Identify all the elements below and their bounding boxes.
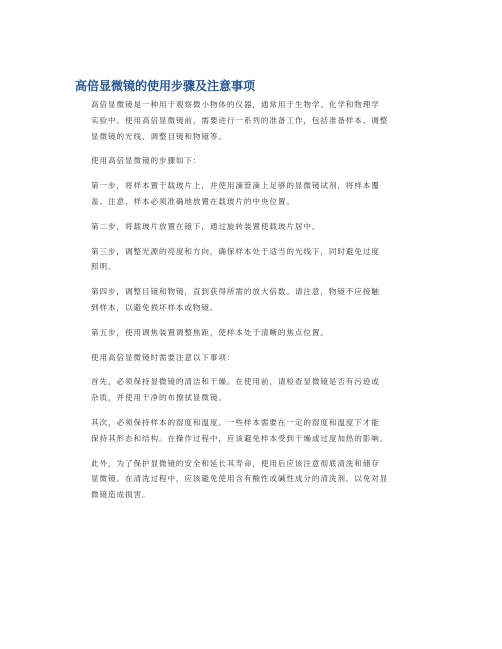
paragraph-line: 盖。注意，样本必须准确地放置在载玻片的中央位置。: [91, 196, 295, 206]
paragraph-line: 使用高倍显微镜时需要注意以下事项：: [91, 352, 236, 362]
paragraph: [75, 284, 442, 316]
paragraph: [75, 415, 442, 447]
paragraph-line: 首先，必须保持显微镜的清洁和干燥。在使用前，请检查显微镜是否有污迹或: [91, 377, 380, 387]
paragraph-line: 第四步，调整目镜和物镜，直到获得所需的放大倍数。请注意，物镜不应接触: [91, 287, 380, 297]
paragraph-line: 保持其形态和结构。在操作过程中，应该避免样本受到干燥或过度加热的影响。: [91, 433, 389, 443]
paragraph: [75, 153, 442, 169]
paragraph: [75, 350, 442, 366]
document-body: [75, 97, 442, 503]
paragraph-line: 照明。: [91, 262, 117, 272]
paragraph-line: 显微镜。在清洗过程中，应该避免使用含有酸性或碱性成分的清洗剂，以免对显: [91, 474, 389, 484]
paragraph-line: 微镜造成损害。: [91, 490, 151, 500]
paragraph: [75, 325, 442, 341]
paragraph-line: 第一步，将样本置于载玻片上，并使用滴管滴上足够的显微镜试剂，将样本覆: [91, 181, 380, 191]
paragraph-line: 显微镜的光线、调整目镜和物镜等。: [91, 131, 227, 141]
paragraph-line: 高倍显微镜是一种用于观察微小物体的仪器，通常用于生物学、化学和物理学: [91, 100, 380, 109]
paragraph-line: 第三步，调整光源的亮度和方向，确保样本处于适当的光线下，同时避免过度: [91, 246, 380, 256]
paragraph-line: 其次，必须保持样本的湿度和温度。一些样本需要在一定的湿度和温度下才能: [91, 417, 380, 427]
paragraph-line: 使用高倍显微镜的步骤如下：: [91, 156, 202, 166]
paragraph: [75, 374, 442, 406]
paragraph-line: 第五步，使用调焦装置调整焦距，使样本处于清晰的焦点位置。: [91, 327, 329, 337]
paragraph-line: 杂质，并使用干净的布擦拭显微镜。: [91, 393, 227, 403]
paragraph-line: 实验中。使用高倍显微镜前，需要进行一系列的准备工作，包括准备样本、调整: [91, 115, 389, 125]
paragraph-line: 此外，为了保护显微镜的安全和延长其寿命，使用后应该注意彻底清洗和储存: [91, 458, 380, 468]
paragraph: [75, 97, 442, 144]
paragraph-line: 到样本，以避免损坏样本或物镜。: [91, 302, 219, 312]
paragraph: [75, 244, 442, 276]
document-title: 高倍显微镜的使用步骤及注意事项: [75, 79, 256, 93]
paragraph-line: 第二步，将载玻片放置在镜下，通过旋转装置使载玻片居中。: [91, 221, 321, 231]
paragraph: [75, 456, 442, 503]
paragraph: [75, 219, 442, 235]
paragraph: [75, 178, 442, 210]
